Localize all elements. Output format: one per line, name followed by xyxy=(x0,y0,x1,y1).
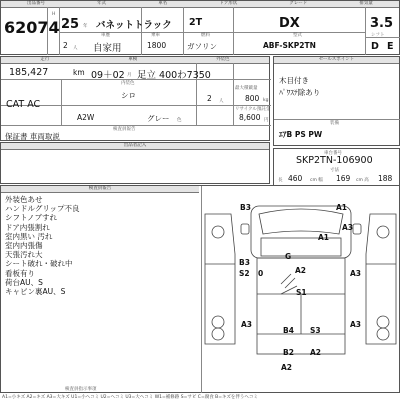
damage-mark: A1 xyxy=(336,203,348,212)
usage: 自家用 xyxy=(93,43,122,54)
equipment-title: 装備 xyxy=(330,121,339,126)
damage-mark: A2 xyxy=(295,266,307,275)
mileage-unit: km xyxy=(73,68,85,77)
max-load: 800 xyxy=(245,94,260,103)
width: 169 xyxy=(336,174,351,183)
lot-number: 62074 xyxy=(4,18,60,37)
damage-mark: B3 xyxy=(239,258,250,267)
seat-count: 2 xyxy=(207,94,212,103)
truck-diagram xyxy=(201,194,400,360)
damage-mark: A3 xyxy=(350,269,362,278)
inspection-item: シフトノブすれ xyxy=(5,213,58,223)
damage-mark: B4 xyxy=(283,326,294,335)
header-row2-label: 乗車 xyxy=(151,33,160,38)
inspection-item: 外装色あせ xyxy=(5,195,43,204)
specs-label: 走行 xyxy=(40,57,50,62)
specs-block xyxy=(0,56,270,141)
damage-mark: S2 xyxy=(239,269,250,278)
inspection-item: 看板有り xyxy=(5,268,35,278)
inspection-item: 室内内張傷 xyxy=(5,241,43,251)
year-unit: 年 xyxy=(83,24,88,29)
chassis-number: SKP2TN-106900 xyxy=(296,155,373,166)
header-label: 排気量 xyxy=(359,1,373,6)
registration: 足立 400わ7350 xyxy=(137,70,211,81)
year: 25 xyxy=(61,17,80,32)
door-type: 2T xyxy=(189,17,203,28)
remarks-title: 出品者記入 xyxy=(123,143,147,148)
exterior-color: シロ xyxy=(121,91,136,100)
damage-mark: A2 xyxy=(310,348,322,357)
specs-label: 最大積載量 xyxy=(235,86,258,91)
header-row2-label: 車歴 xyxy=(101,33,110,38)
shift: D xyxy=(371,41,379,52)
sales-points-title: セールスポイント xyxy=(318,57,355,62)
documents: 保証書 車両取説 xyxy=(5,132,60,141)
fuel: ガソリン xyxy=(187,42,217,51)
damage-mark: B2 xyxy=(283,348,294,357)
header-block xyxy=(0,0,400,55)
damage-mark: G xyxy=(285,252,292,261)
trim-color-unit: 色 xyxy=(177,118,182,123)
capacity: 1800 xyxy=(147,41,167,50)
inspection-item: ハンドルグリップ不良 xyxy=(5,204,80,214)
sales-point-item: 木目付き xyxy=(279,76,309,85)
header-label: 年式 xyxy=(97,1,107,6)
height: 188 xyxy=(378,174,393,183)
header-label: ドア形状 xyxy=(219,1,238,6)
chassis-label: 車台番号 xyxy=(324,151,342,156)
damage-mark: A1 xyxy=(318,233,330,242)
seat-count-unit: 人 xyxy=(219,99,224,104)
drive: E xyxy=(387,41,394,52)
size-label: 寸法 xyxy=(330,168,339,173)
damage-mark: S1 xyxy=(296,288,307,297)
grade: DX xyxy=(279,16,300,31)
trim-code: A2W xyxy=(77,113,95,122)
max-load-unit: kg xyxy=(263,98,269,103)
sales-point-item: ﾊﾟﾜｽﾃ除あり xyxy=(279,88,321,97)
specs-label: 外装色 xyxy=(216,57,230,62)
header-row2-label: 型式 xyxy=(293,33,302,38)
equipment: ｴｱB PS PW xyxy=(279,130,323,139)
model-code: ABF-SKP2TN xyxy=(263,41,316,50)
car-name: バネットトラック xyxy=(96,20,172,31)
inspection-item: キャビン裏AU、S xyxy=(5,287,66,297)
inspection-item: ドア内張割れ xyxy=(5,222,50,232)
recycle-unit: 円 xyxy=(264,118,269,123)
header-label: 出品番号 xyxy=(27,1,46,6)
specs-label-row xyxy=(1,57,269,64)
chassis-block xyxy=(273,148,400,188)
footnote: A1=小キズ A2=キズ A3=大キズ U1=小ヘコミ U2=ヘコミ U3=大ヘコミ W1=補修跡 S=サビ C=腐食 B=キズを伴うヘコミ xyxy=(2,395,258,400)
trim-color: グレー xyxy=(147,114,170,123)
diagram-footer: 検査員指示事項 xyxy=(65,387,97,392)
header-label: 車名 xyxy=(158,1,168,6)
inspection-unit: 月 xyxy=(127,73,132,78)
inspection: 09＋02 xyxy=(91,70,125,81)
specs-label: リサイクル預託金 xyxy=(235,107,271,112)
inspection-item: シート破れ・破れ中 xyxy=(5,259,73,269)
mileage: 185,427 xyxy=(9,67,49,78)
damage-mark: B3 xyxy=(240,203,251,212)
inspection-item: 室内黒い 汚れ xyxy=(5,231,53,241)
inspection-item: 荷台AU、S xyxy=(5,277,43,287)
damage-mark: A3 xyxy=(241,320,253,329)
damage-mark: 0 xyxy=(258,269,264,278)
inspection-title: 検査員報告 xyxy=(88,186,112,191)
height-unit: cm 高 xyxy=(356,178,369,183)
width-unit: cm 幅 xyxy=(310,178,323,183)
era-label: H xyxy=(52,12,56,17)
specs-section-title: 検査員報告 xyxy=(113,127,136,132)
displacement: 3.5 xyxy=(370,16,394,31)
remarks-block xyxy=(0,142,270,184)
header-label: グレード xyxy=(289,1,308,6)
length: 460 xyxy=(288,174,303,183)
inspection-block xyxy=(0,185,400,393)
header-row2-label: シフト xyxy=(371,33,385,38)
damage-mark: A3 xyxy=(350,320,362,329)
sales-points-block xyxy=(273,56,400,146)
specs-label: 車検 xyxy=(128,57,138,62)
length-unit: 長 xyxy=(278,178,283,183)
damage-mark: A3 xyxy=(342,223,354,232)
header-row2-label: 燃料 xyxy=(201,33,210,38)
aircon: CAT AC xyxy=(6,99,41,110)
damage-mark: S3 xyxy=(310,326,321,335)
header-label-row xyxy=(1,1,399,8)
damage-mark: A2 xyxy=(281,363,293,372)
inspection-item: 天張汚れ大 xyxy=(5,250,43,260)
seats: 2 xyxy=(63,41,68,50)
specs-label: 内装色 xyxy=(121,81,135,86)
inspection-list xyxy=(5,195,80,296)
recycle-fee: 8,600 xyxy=(239,113,261,122)
seats-unit: 人 xyxy=(73,46,78,51)
